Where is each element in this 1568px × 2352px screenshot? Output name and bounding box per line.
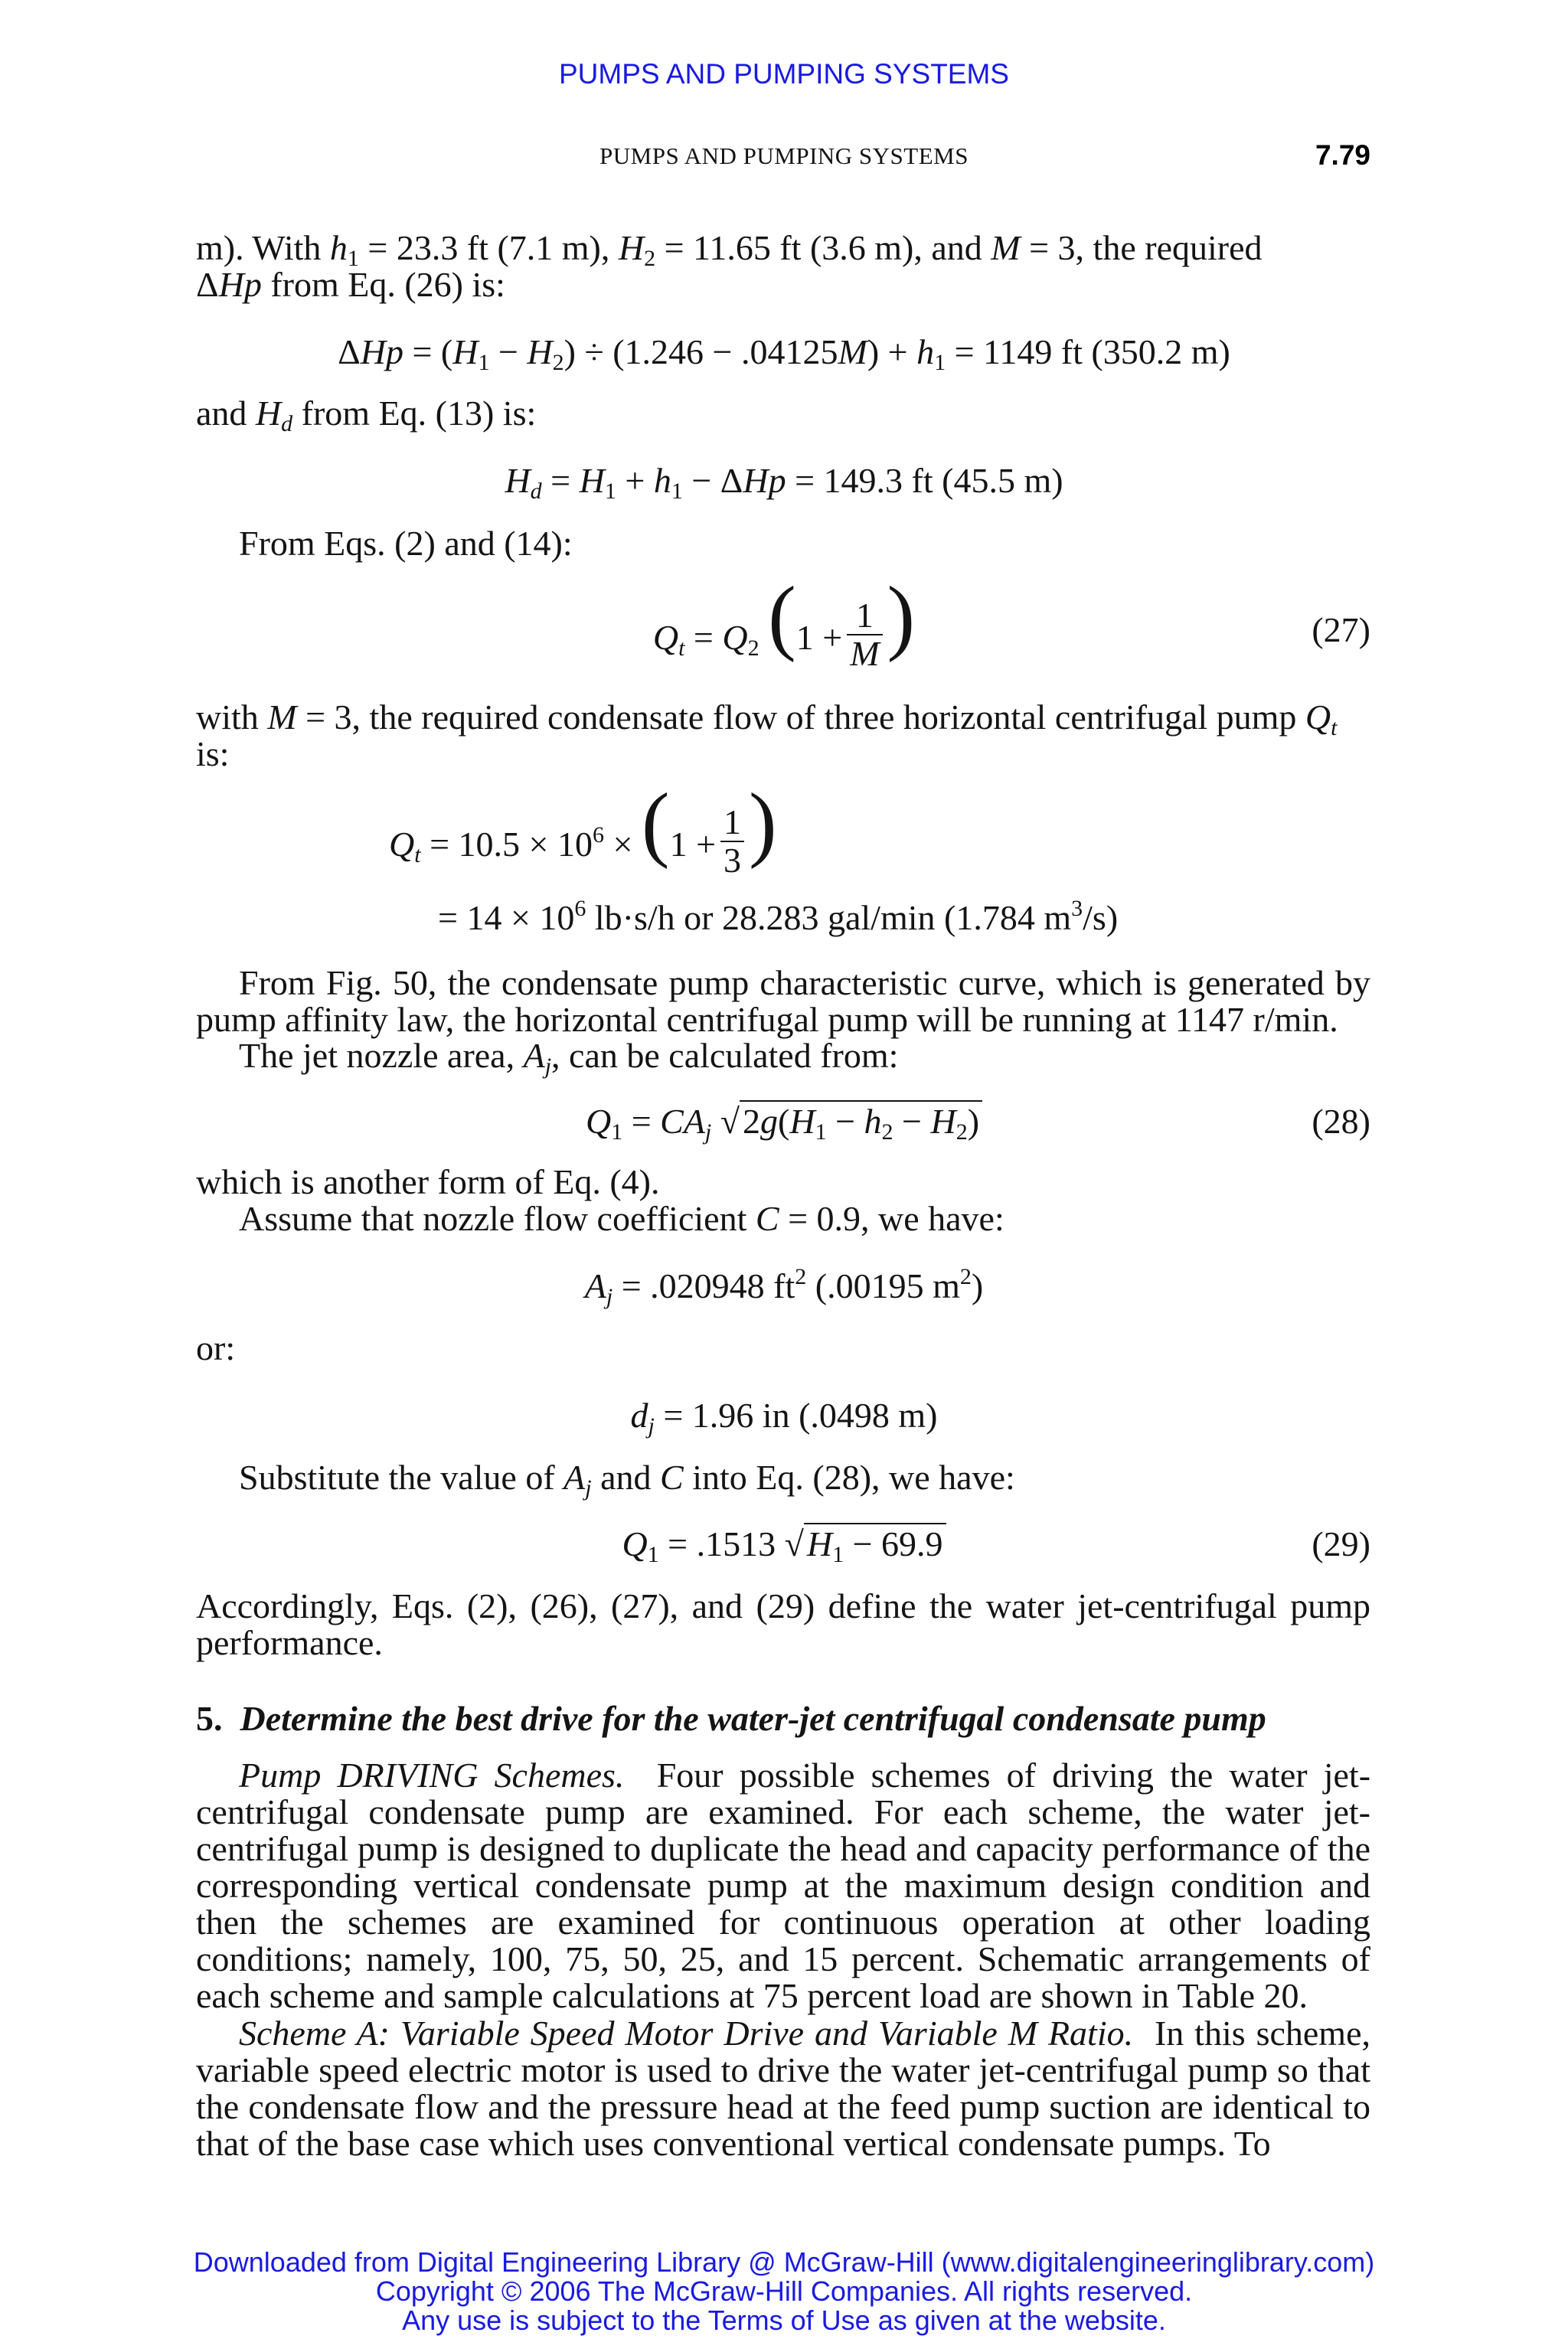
page-number: 7.79	[1315, 139, 1370, 171]
footer-download-link[interactable]: Downloaded from Digital Engineering Library @ McGraw-Hill (www.digitalengineeringlibrary.com)	[193, 2246, 1375, 2278]
paragraph-fig50: From Fig. 50, the condensate pump characteristic curve, which is generated by pump affinity law, the horizontal centrifugal pump will be running at 1147 r/min.	[196, 963, 1370, 1039]
equation-qt-step2: = $14 \times 10^6$ lb·s/h or 28.283 gal/min (1.784 $m^3/s$)	[438, 896, 1119, 937]
paragraph-jet-nozzle: The jet nozzle area, $A_j$, can be calculated from:	[239, 1036, 899, 1079]
paragraph-another-form: which is another form of Eq. (4).	[196, 1162, 660, 1201]
paragraph-with-m: with M = 3, the required condensate flow of three horizontal centrifugal pump $Q_t$ is:	[196, 697, 1338, 773]
paragraph-assume: Assume that nozzle flow coefficient C = 0.9, we have:	[239, 1199, 1004, 1238]
step-5-heading: 5. Determine the best drive for the water-jet centrifugal condensate pump	[196, 1699, 1266, 1738]
paragraph-intro: m). With $h_1 = 23.3$ ft (7.1 m), $H_2 = 11.65$ ft (3.6 m), and M = 3, the required ΔHp from Eq. (26) is:	[196, 228, 1263, 304]
equation-number-29: (29)	[1312, 1524, 1370, 1563]
equation-dj: $d_j = 1.96$ in (.0498 m)	[630, 1396, 938, 1439]
paragraph-driving-schemes: Pump DRIVING Schemes. Four possible schemes of driving the water jet-centrifugal condensate pump are examined. For each scheme, the water jet-centrifugal pump is designed to duplicate the head and capacity performance of the corresponding vertical condensate pump at the maximum design condition and then the schemes are examined for continuous operation at other loading conditions; namely, 100, 75, 50, 25, and 15 percent. Schematic arrangements of each scheme and sample calculations at 75 percent load are shown in Table 20.	[196, 1756, 1371, 2015]
footer-copyright[interactable]: Copyright © 2006 The McGraw-Hill Companies. All rights reserved.	[375, 2275, 1193, 2307]
paragraph-substitute: Substitute the value of $A_j$ and C into Eq. (28), we have:	[239, 1458, 1015, 1501]
equation-qt-step1: $Q_t = 10.5 \times 10^6 \times (1$ + $\frac{1}{3}$ )	[389, 776, 777, 880]
paragraph-accordingly: Accordingly, Eqs. (2), (26), (27), and (29) define the water jet-centrifugal pump performance.	[196, 1586, 1370, 1662]
equation-hd: $H_d = H_1 + h_1 - \Delta Hp = 149.3$ ft (45.5 m)	[505, 461, 1063, 504]
equation-aj: $A_j = .020948$ $ft^2$ (.00195 $m^2$)	[584, 1264, 984, 1309]
paragraph-hd: and $H_d$ from Eq. (13) is:	[196, 394, 537, 436]
paragraph-from-eqs: From Eqs. (2) and (14):	[239, 524, 573, 563]
paragraph-or: or:	[196, 1328, 236, 1367]
equation-29: $Q_1 = .1513$ $√H_1 - 69.9$	[0, 1524, 1568, 1564]
equation-number-28: (28)	[1312, 1102, 1370, 1141]
running-head: PUMPS AND PUMPING SYSTEMS	[599, 142, 969, 169]
equation-27: $Q_t = Q_2$ (1 + $\frac{1}{M}$ )	[652, 569, 916, 673]
source-banner[interactable]: PUMPS AND PUMPING SYSTEMS	[559, 58, 1009, 90]
paragraph-scheme-a: Scheme A: Variable Speed Motor Drive and Variable M Ratio. In this scheme, variable speed electric motor is used to drive the water jet-centrifugal pump so that the condensate flow and the pressure head at the feed pump suction are identical to that of the base case which uses conventional vertical condensate pumps. To	[196, 2014, 1370, 2163]
footer-terms[interactable]: Any use is subject to the Terms of Use as given at the website.	[402, 2305, 1166, 2336]
equation-number-27: (27)	[1312, 610, 1370, 649]
equation-delta-hp: $\Delta Hp = (H_1 - H_2) \div (1.246 - .04125M) + h_1 = 1149$ ft (350.2 m)	[338, 332, 1230, 375]
equation-28: $Q_1 = CA_j$ $√2g(H_1 - h_2 - H_2)$	[0, 1101, 1568, 1142]
